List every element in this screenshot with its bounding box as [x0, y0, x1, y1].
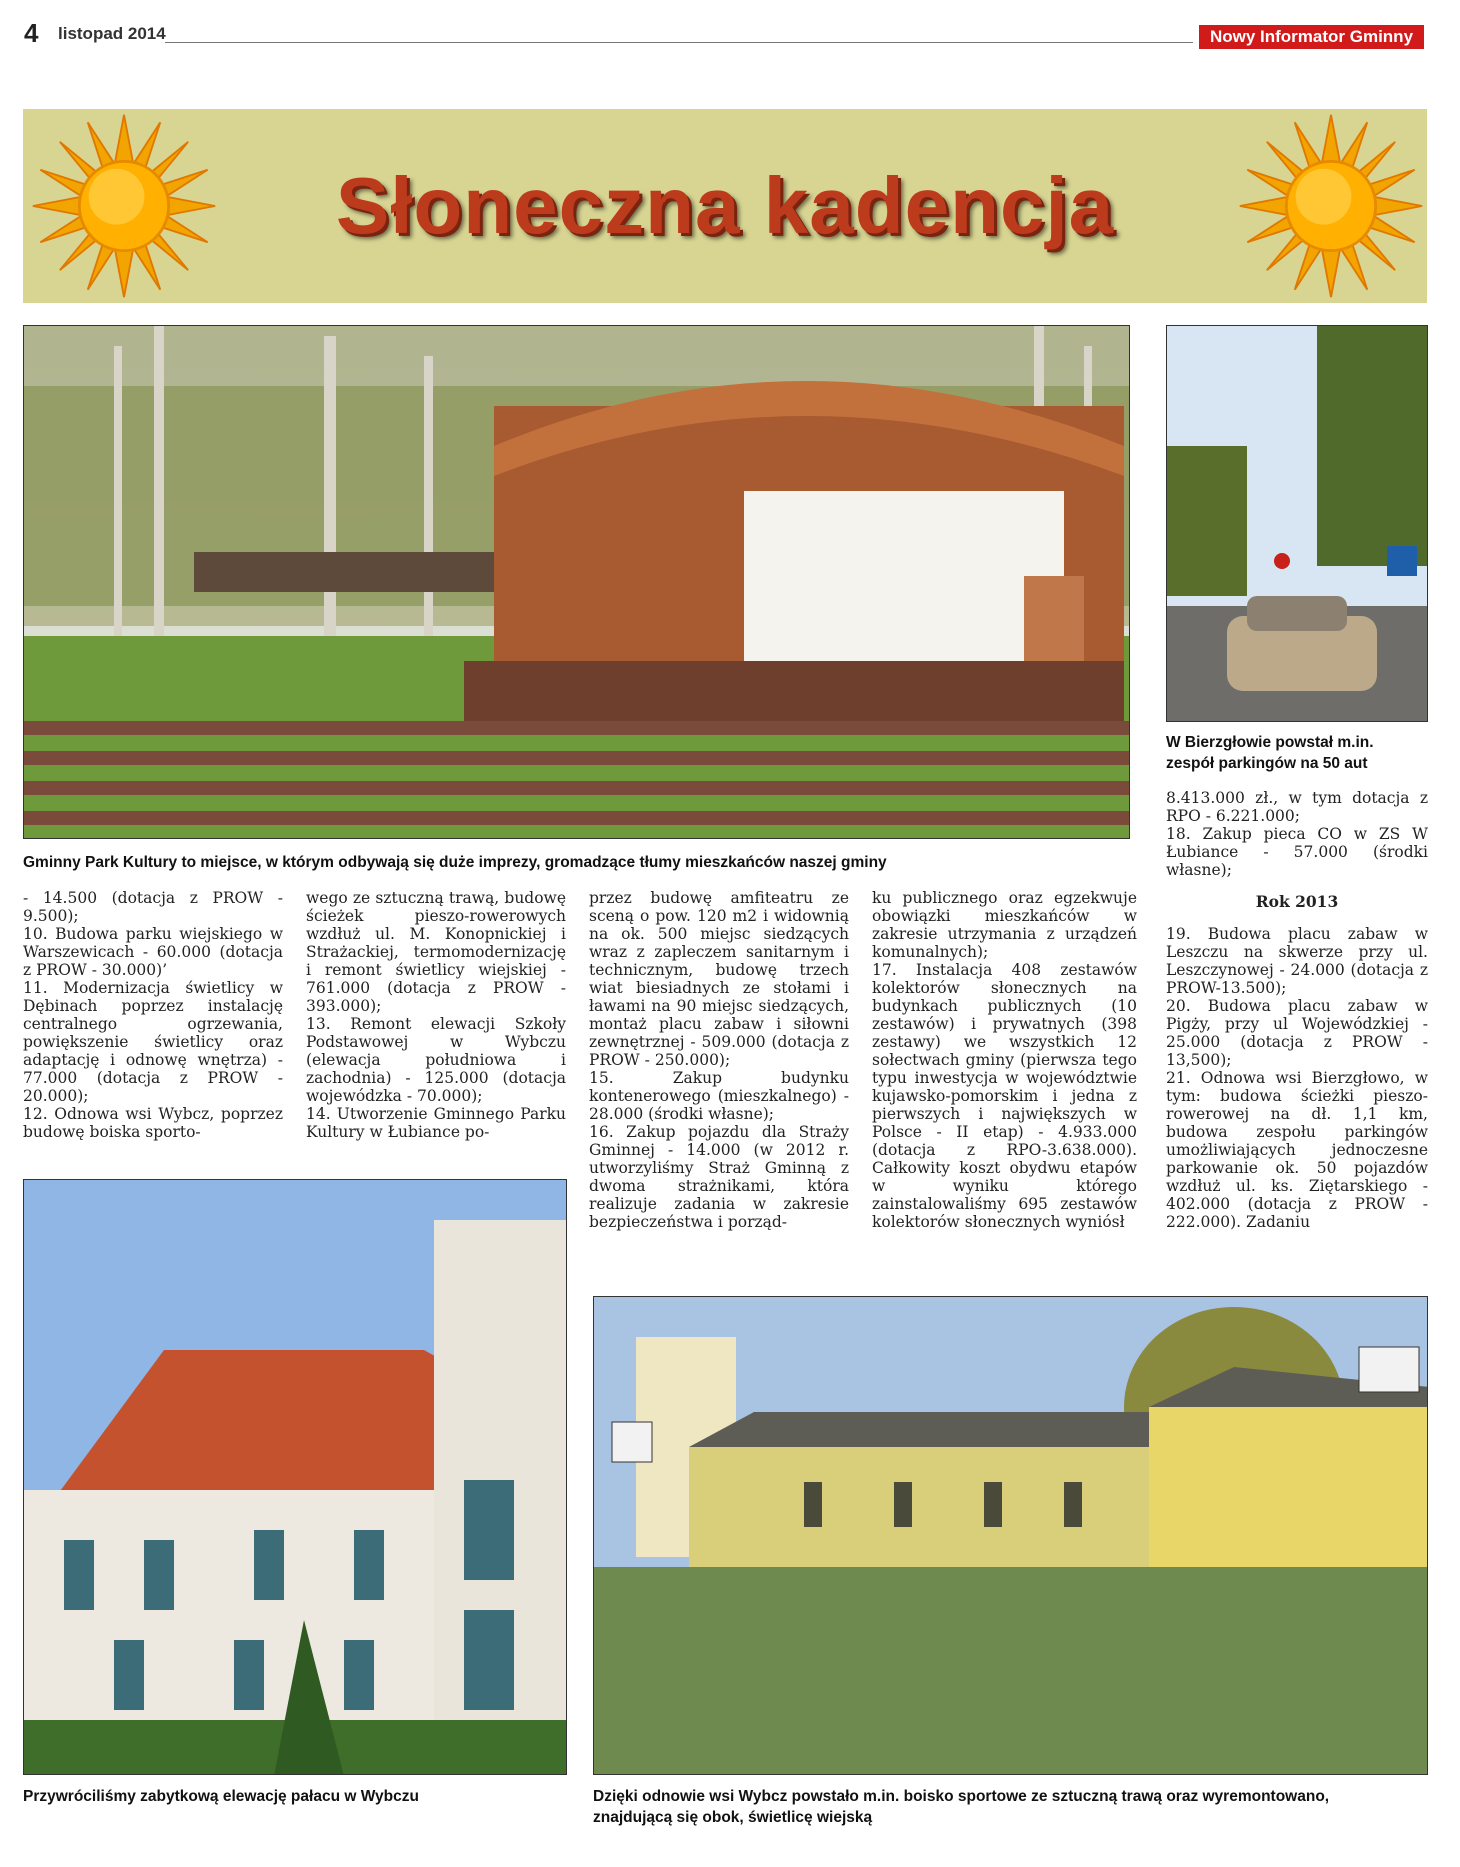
paragraph: 14. Utworzenie Gminnego Parku Kultury w Łubiance po-: [306, 1105, 566, 1141]
sun-icon: [1238, 113, 1424, 299]
sports-field-photo: [593, 1296, 1428, 1775]
paragraph: wego ze sztuczną trawą, budowę ścieżek pieszo-rowerowych wzdłuż ul. M. Konopnickiej i Strażackiej, termomodernizację i remont świetlicy wiejskiej - 761.000 (dotacja z PROW - 393.000);: [306, 889, 566, 1015]
text-column-1: [23, 889, 283, 1141]
sports-field-caption: [593, 1786, 1428, 1828]
section-heading: Rok 2013: [1255, 892, 1339, 911]
text-column-5: [1166, 789, 1428, 1231]
parking-caption-line: W Bierzgłowie powstał m.in.: [1166, 734, 1374, 751]
publication-tag: Nowy Informator Gminny: [1199, 25, 1424, 49]
paragraph: 11. Modernizacja świetlicy w Dębinach poprzez instalację centralnego ogrzewania, powiększenie świetlicy oraz adaptację i odnowę wnętrza) - 77.000 (dotacja z PROW - 20.000);: [23, 979, 283, 1105]
paragraph: 8.413.000 zł., w tym dotacja z RPO - 6.221.000;: [1166, 789, 1428, 825]
paragraph: 18. Zakup pieca CO w ZS W Łubiance - 57.000 (środki własne);: [1166, 825, 1428, 879]
banner-title: Słoneczna kadencja: [335, 161, 1115, 250]
text-column-4: [872, 889, 1137, 1231]
paragraph: 12. Odnowa wsi Wybcz, poprzez budowę boiska sporto-: [23, 1105, 283, 1141]
paragraph: - 14.500 (dotacja z PROW - 9.500);: [23, 889, 283, 925]
amphitheater-photo: [23, 325, 1130, 839]
paragraph: 17. Instalacja 408 zestawów kolektorów słonecznych na budynkach publicznych (10 zestawów) i prywatnych (398 zestawy) we wszystkich 12 sołectwach gminy (pierwsza tego typu inwestycja w województwie kujawsko-pomorskim i jedna z pierwszych i największych w Polsce - II etap) - 4.933.000 (dotacja z RPO-3.638.000). Całkowity koszt obydwu etapów w wyniku którego zainstalowaliśmy 695 zestawów kolektorów słonecznych wyniósł: [872, 961, 1137, 1231]
title-banner: [23, 109, 1427, 303]
text-column-2: [306, 889, 566, 1141]
page-number: 4: [24, 18, 39, 48]
paragraph: 19. Budowa placu zabaw w Leszczu na skwerze przy ul. Leszczynowej - 24.000 (dotacja z PROW-13.500);: [1166, 925, 1428, 997]
paragraph: 15. Zakup budynku kontenerowego (mieszkalnego) - 28.000 (środki własne);: [589, 1069, 849, 1123]
paragraph: 20. Budowa placu zabaw w Pigży, przy ul Wojewódzkiej - 25.000 (dotacja z PROW - 13,500);: [1166, 997, 1428, 1069]
sports-caption-line: Dzięki odnowie wsi Wybcz powstało m.in. boisko sportowe ze sztuczną trawą oraz wyremontowano,: [593, 1788, 1330, 1805]
text-column-3: [589, 889, 849, 1231]
amphitheater-caption: Gminny Park Kultury to miejsce, w którym odbywają się duże imprezy, gromadzące tłumy mieszkańców naszej gminy: [23, 854, 887, 871]
paragraph: przez budowę amfiteatru ze sceną o pow. 120 m2 i widownią na ok. 500 miejsc siedzących wraz z zapleczem sanitarnym i technicznym, budowę trzech wiat biesiadnych ze stołami i ławami na 90 miejsc siedzących, montaż placu zabaw i siłowni zewnętrznej - 509.000 (dotacja z PROW - 250.000);: [589, 889, 849, 1069]
parking-caption: [1166, 732, 1428, 774]
parking-photo: [1166, 325, 1428, 722]
header-rule: [165, 42, 1193, 43]
palace-caption: Przywróciliśmy zabytkową elewację pałacu w Wybczu: [23, 1788, 419, 1805]
paragraph: 21. Odnowa wsi Bierzgłowo, w tym: budowa ścieżki pieszo-rowerowej na dł. 1,1 km, budowa zespołu parkingów umożliwiających jednoczesne parkowanie ok. 50 pojazdów wzdłuż ul. ks. Ziętarskiego - 402.000 (dotacja z PROW - 222.000). Zadaniu: [1166, 1069, 1428, 1231]
issue-date: listopad 2014: [58, 24, 166, 43]
paragraph: ku publicznego oraz egzekwuje obowiązki mieszkańców w zakresie utrzymania z urządzeń komunalnych);: [872, 889, 1137, 961]
palace-photo: [23, 1179, 567, 1775]
parking-caption-line: zespół parkingów na 50 aut: [1166, 755, 1368, 772]
paragraph: 13. Remont elewacji Szkoły Podstawowej w Wybczu (elewacja południowa i zachodnia) - 125.000 (dotacja wojewódzka - 70.000);: [306, 1015, 566, 1105]
paragraph: 10. Budowa parku wiejskiego w Warszewicach - 60.000 (dotacja z PROW - 30.000)’: [23, 925, 283, 979]
sports-caption-line: znajdującą się obok, świetlicę wiejską: [593, 1809, 873, 1826]
paragraph: 16. Zakup pojazdu dla Straży Gminnej - 14.000 (w 2012 r. utworzyliśmy Straż Gminną z dwoma strażnikami, która realizuje zadania w zakresie bezpieczeństwa i porząd-: [589, 1123, 849, 1231]
